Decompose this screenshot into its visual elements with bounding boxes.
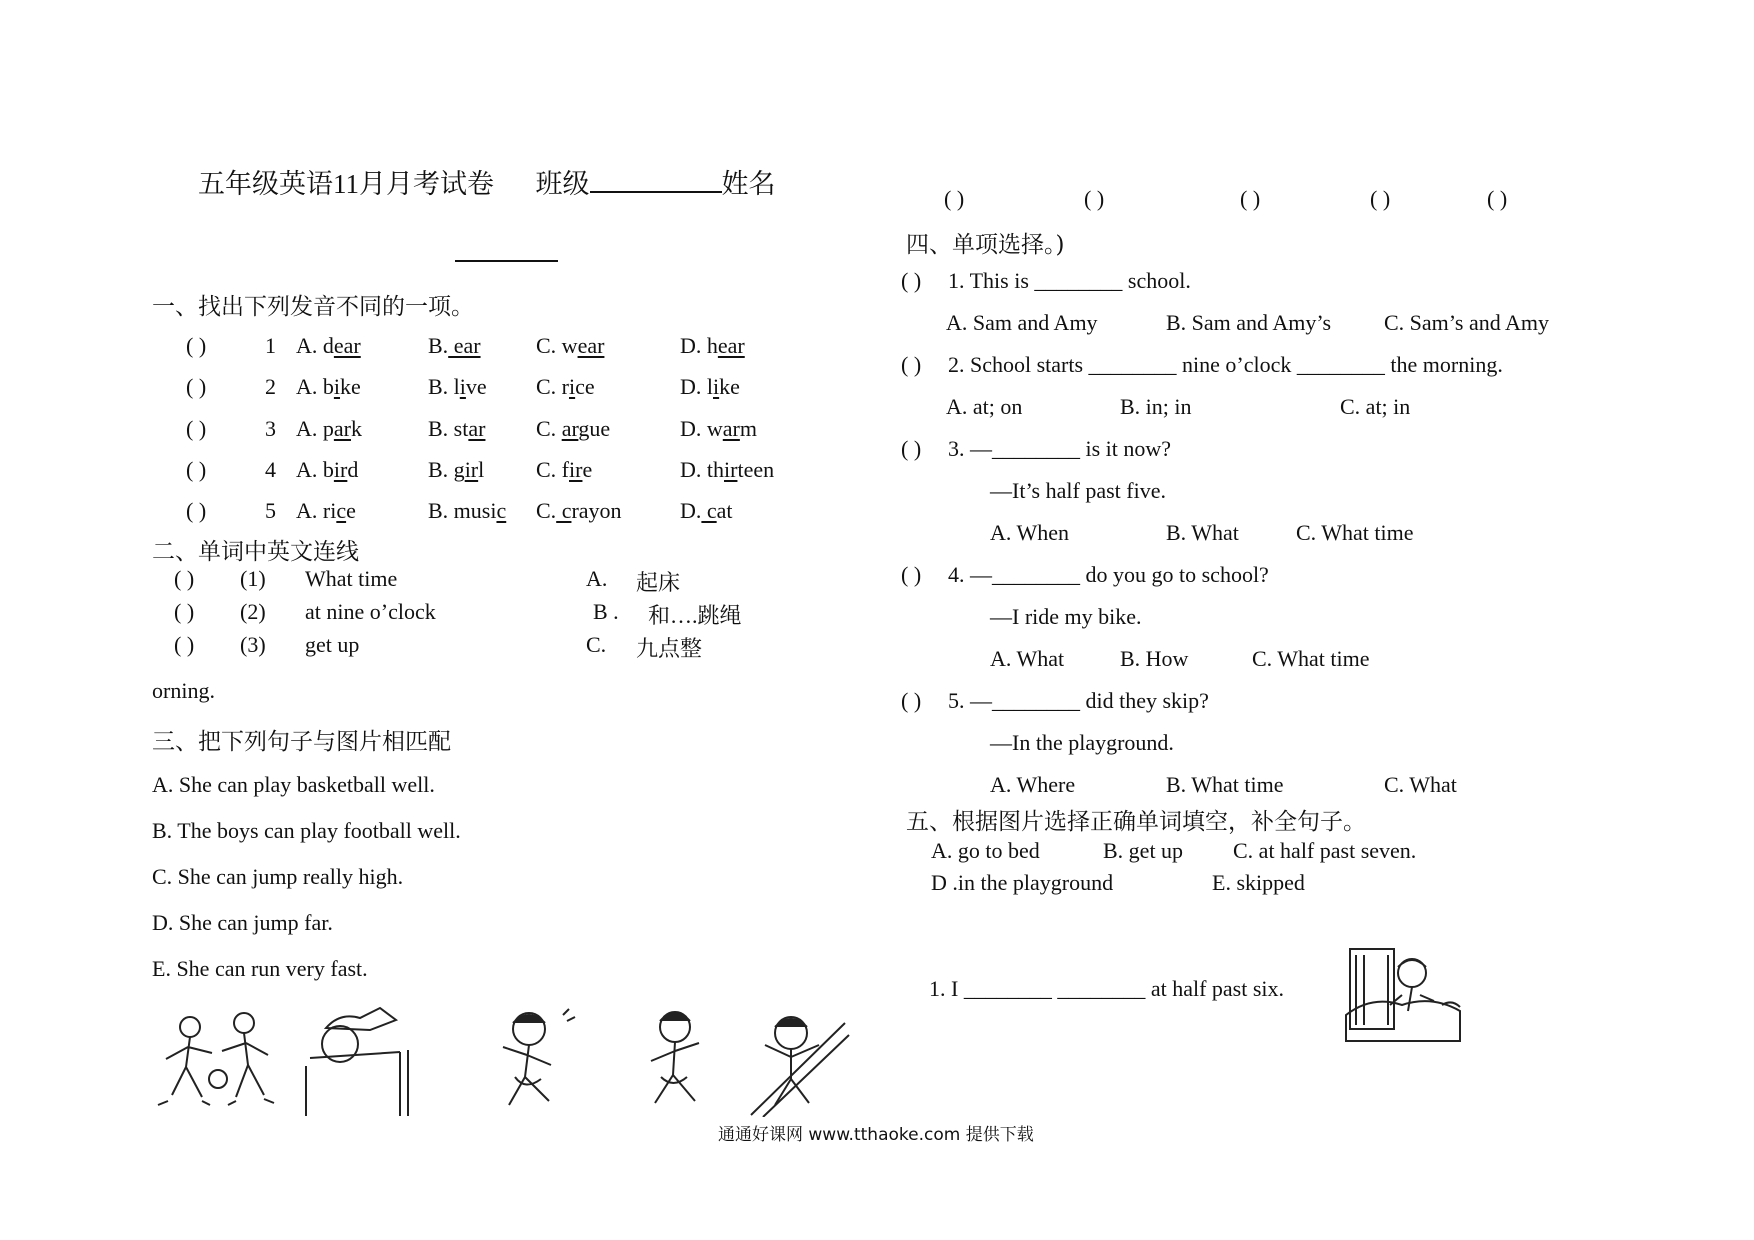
chinese-meaning: 和….跳绳 bbox=[648, 603, 742, 628]
section4-heading: 四、单项选择。) bbox=[906, 232, 1065, 258]
option-underlined: ar bbox=[333, 416, 351, 441]
english-phrase: at nine o’clock bbox=[305, 599, 436, 624]
answer-paren[interactable]: ( ) bbox=[186, 374, 207, 399]
english-phrase: get up bbox=[305, 632, 360, 657]
class-label: 班级 bbox=[535, 169, 590, 199]
item-number: (3) bbox=[240, 632, 266, 657]
sentence-e: E. She can run very fast. bbox=[152, 956, 368, 981]
option-underlined: c bbox=[556, 498, 572, 523]
option-a[interactable] bbox=[296, 457, 358, 483]
sentence-b: B. The boys can play football well. bbox=[152, 818, 461, 843]
option-c[interactable]: C. What bbox=[1384, 772, 1457, 797]
option-suffix: ce bbox=[575, 374, 595, 399]
option-underlined: ear bbox=[448, 333, 481, 358]
option-b[interactable]: B. Sam and Amy’s bbox=[1166, 310, 1332, 335]
option-suffix: gue bbox=[578, 416, 611, 441]
option-underlined: c bbox=[496, 498, 507, 523]
question-reply: —I ride my bike. bbox=[990, 604, 1142, 629]
title-text: 五年级英语11月月考试卷 bbox=[198, 169, 494, 199]
option-underlined: i bbox=[569, 374, 576, 399]
option-underlined: ir bbox=[464, 457, 479, 482]
option-suffix: d bbox=[347, 457, 359, 482]
option-prefix: C. bbox=[536, 416, 562, 441]
option-a[interactable] bbox=[296, 416, 362, 442]
picture-answer-5[interactable]: ( ) bbox=[1487, 186, 1508, 211]
option-b[interactable] bbox=[428, 374, 487, 400]
option-prefix: D. w bbox=[680, 416, 723, 441]
basketball-players-image bbox=[152, 1005, 284, 1117]
choice-letter: C. bbox=[586, 632, 607, 657]
option-d[interactable] bbox=[680, 333, 745, 359]
option-prefix: A. b bbox=[296, 374, 334, 399]
option-b[interactable]: B. How bbox=[1120, 646, 1189, 671]
question-stem: 5. —________ did they skip? bbox=[948, 688, 1209, 713]
option-b[interactable] bbox=[428, 457, 484, 483]
answer-paren[interactable]: ( ) bbox=[186, 457, 207, 482]
option-a[interactable]: A. Sam and Amy bbox=[946, 310, 1098, 335]
choice-d: D .in the playground bbox=[931, 870, 1114, 895]
option-a[interactable] bbox=[296, 498, 356, 524]
answer-paren[interactable]: ( ) bbox=[186, 498, 207, 523]
option-underlined: i bbox=[713, 374, 720, 399]
picture-answer-1[interactable]: ( ) bbox=[944, 186, 965, 211]
picture-answer-3[interactable]: ( ) bbox=[1240, 186, 1261, 211]
option-suffix: m bbox=[739, 416, 757, 441]
option-c[interactable] bbox=[536, 374, 595, 400]
option-underlined: ir bbox=[724, 457, 738, 482]
question-stem: 2. School starts ________ nine o’clock ________ the morning. bbox=[948, 352, 1503, 377]
option-c[interactable] bbox=[536, 333, 604, 359]
option-prefix: A. d bbox=[296, 333, 334, 358]
option-c[interactable] bbox=[536, 416, 610, 442]
option-prefix: C. bbox=[536, 498, 557, 523]
option-a[interactable] bbox=[296, 374, 361, 400]
option-underlined: ear bbox=[717, 333, 745, 358]
option-a[interactable]: A. Where bbox=[990, 772, 1076, 797]
answer-paren[interactable]: ( ) bbox=[174, 632, 195, 657]
choice-e: E. skipped bbox=[1212, 870, 1305, 895]
option-suffix: l bbox=[478, 457, 485, 482]
option-b[interactable]: B. in; in bbox=[1120, 394, 1192, 419]
option-underlined: ir bbox=[333, 457, 348, 482]
question-number: 2 bbox=[265, 374, 276, 399]
name-blank[interactable] bbox=[455, 234, 558, 262]
option-a[interactable]: A. What bbox=[990, 646, 1065, 671]
option-c[interactable] bbox=[536, 457, 592, 483]
running-girl-image bbox=[485, 1005, 585, 1117]
option-underlined: i bbox=[333, 374, 341, 399]
answer-paren[interactable]: ( ) bbox=[186, 333, 207, 358]
choice-letter: A. bbox=[586, 566, 608, 591]
stray-text: orning. bbox=[152, 678, 215, 703]
option-b[interactable] bbox=[428, 498, 506, 524]
picture-answer-2[interactable]: ( ) bbox=[1084, 186, 1105, 211]
question-number: 3 bbox=[265, 416, 276, 441]
choice-c: C. at half past seven. bbox=[1233, 838, 1417, 863]
option-prefix: C. r bbox=[536, 374, 569, 399]
sentence-a: A. She can play basketball well. bbox=[152, 772, 435, 797]
option-c[interactable]: C. at; in bbox=[1340, 394, 1411, 419]
english-phrase: What time bbox=[305, 566, 398, 591]
option-c[interactable]: C. What time bbox=[1252, 646, 1370, 671]
option-prefix: D. bbox=[680, 498, 702, 523]
fill-sentence-1: 1. I ________ ________ at half past six. bbox=[929, 976, 1285, 1001]
option-suffix: e bbox=[582, 457, 593, 482]
option-underlined: ir bbox=[569, 457, 583, 482]
option-d[interactable] bbox=[680, 416, 757, 442]
footer-text: 通通好课网 www.tthaoke.com 提供下载 bbox=[718, 1125, 1034, 1145]
sentence-d: D. She can jump far. bbox=[152, 910, 333, 935]
name-label: 姓名 bbox=[721, 169, 776, 199]
option-suffix: ke bbox=[719, 374, 740, 399]
question-reply: —In the playground. bbox=[990, 730, 1174, 755]
option-suffix: k bbox=[350, 416, 362, 441]
option-suffix: ke bbox=[340, 374, 361, 399]
high-jump-image bbox=[300, 1000, 435, 1118]
option-prefix: D. h bbox=[680, 333, 718, 358]
option-prefix: B. musi bbox=[428, 498, 497, 523]
item-number: (2) bbox=[240, 599, 266, 624]
answer-paren[interactable]: ( ) bbox=[174, 599, 195, 624]
section2-heading: 二、单词中英文连线 bbox=[152, 539, 359, 565]
option-b[interactable]: B. What time bbox=[1166, 772, 1284, 797]
option-underlined: c bbox=[701, 498, 717, 523]
option-underlined: ar bbox=[722, 416, 740, 441]
option-b[interactable] bbox=[428, 333, 481, 359]
option-underlined: ar bbox=[561, 416, 579, 441]
choice-a: A. go to bed bbox=[931, 838, 1040, 863]
option-prefix: D. th bbox=[680, 457, 724, 482]
option-a[interactable]: A. at; on bbox=[946, 394, 1023, 419]
question-stem: 4. —________ do you go to school? bbox=[948, 562, 1269, 587]
section3-heading: 三、把下列句子与图片相匹配 bbox=[152, 729, 451, 755]
option-c[interactable]: C. Sam’s and Amy bbox=[1384, 310, 1550, 335]
option-prefix: C. f bbox=[536, 457, 569, 482]
option-prefix: A. ri bbox=[296, 498, 337, 523]
section1-heading: 一、找出下列发音不同的一项。 bbox=[152, 294, 474, 320]
choice-letter: B . bbox=[593, 599, 619, 624]
option-b[interactable] bbox=[428, 416, 485, 442]
question-number: 5 bbox=[265, 498, 276, 523]
option-c[interactable]: C. What time bbox=[1296, 520, 1414, 545]
option-d[interactable] bbox=[680, 457, 774, 483]
option-suffix: e bbox=[346, 498, 356, 523]
slide-girl-image bbox=[745, 1005, 850, 1117]
question-reply: —It’s half past five. bbox=[990, 478, 1166, 503]
answer-paren[interactable]: ( ) bbox=[186, 416, 207, 441]
option-prefix: B. st bbox=[428, 416, 469, 441]
question-stem: 1. This is ________ school. bbox=[948, 268, 1191, 293]
option-suffix: teen bbox=[737, 457, 775, 482]
option-prefix: C. w bbox=[536, 333, 578, 358]
answer-paren[interactable]: ( ) bbox=[901, 436, 922, 461]
waking-up-image bbox=[1342, 945, 1467, 1045]
chinese-meaning: 起床 bbox=[636, 570, 681, 595]
answer-paren[interactable]: ( ) bbox=[901, 352, 922, 377]
option-d[interactable] bbox=[680, 498, 733, 524]
answer-paren[interactable]: ( ) bbox=[901, 268, 922, 293]
picture-answer-4[interactable]: ( ) bbox=[1370, 186, 1391, 211]
option-c[interactable] bbox=[536, 498, 622, 524]
option-prefix: B. l bbox=[428, 374, 460, 399]
option-prefix: A. b bbox=[296, 457, 334, 482]
picture-answer-row bbox=[0, 186, 1754, 216]
jumping-far-girl-image bbox=[625, 1005, 725, 1117]
answer-paren[interactable]: ( ) bbox=[901, 562, 922, 587]
answer-paren[interactable]: ( ) bbox=[901, 688, 922, 713]
option-d[interactable] bbox=[680, 374, 740, 400]
option-a[interactable] bbox=[296, 333, 361, 359]
option-suffix: rayon bbox=[571, 498, 622, 523]
option-b[interactable]: B. What bbox=[1166, 520, 1239, 545]
option-prefix: D. l bbox=[680, 374, 713, 399]
answer-paren[interactable]: ( ) bbox=[174, 566, 195, 591]
option-prefix: A. p bbox=[296, 416, 334, 441]
sentence-c: C. She can jump really high. bbox=[152, 864, 404, 889]
section5-heading: 五、根据图片选择正确单词填空，补全句子。 bbox=[906, 809, 1366, 835]
chinese-meaning: 九点整 bbox=[636, 636, 703, 661]
item-number: (1) bbox=[240, 566, 266, 591]
choice-b: B. get up bbox=[1103, 838, 1184, 863]
option-suffix: ve bbox=[465, 374, 487, 399]
option-underlined: ear bbox=[577, 333, 605, 358]
option-underlined: ar bbox=[468, 416, 486, 441]
option-prefix: B. bbox=[428, 333, 449, 358]
question-number: 4 bbox=[265, 457, 276, 482]
option-underlined: i bbox=[459, 374, 466, 399]
option-a[interactable]: A. When bbox=[990, 520, 1070, 545]
option-underlined: ear bbox=[333, 333, 361, 358]
question-number: 1 bbox=[265, 333, 276, 358]
option-underlined: c bbox=[336, 498, 347, 523]
option-prefix: B. g bbox=[428, 457, 465, 482]
question-stem: 3. —________ is it now? bbox=[948, 436, 1172, 461]
option-suffix: at bbox=[716, 498, 733, 523]
